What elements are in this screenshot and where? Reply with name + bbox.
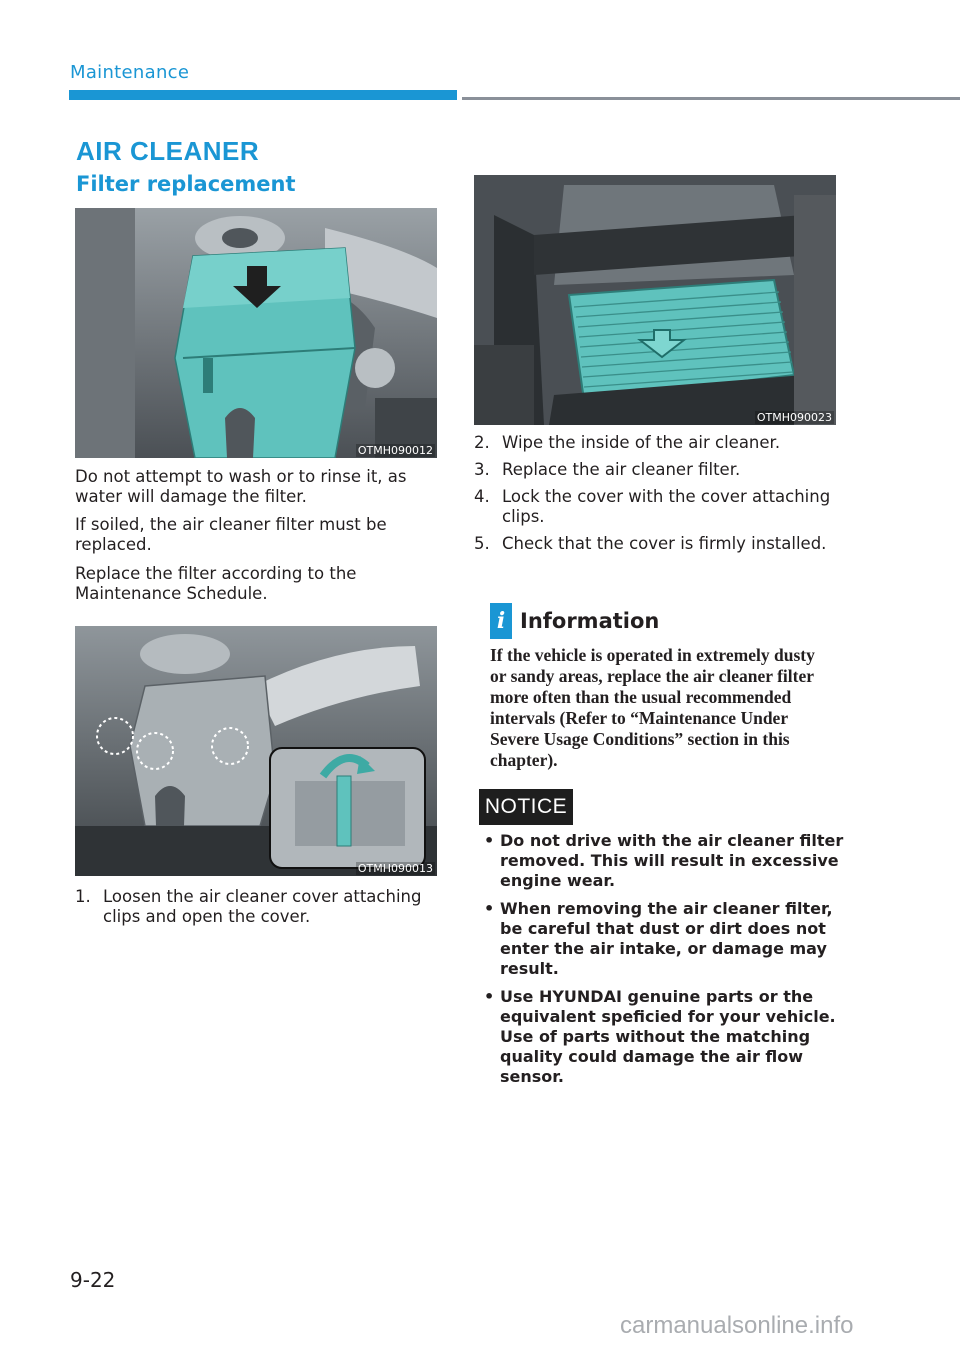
header-rule xyxy=(462,97,960,100)
bullet-icon: • xyxy=(484,899,495,918)
engine-bay-illustration-1 xyxy=(75,208,437,458)
notice-item xyxy=(484,831,845,891)
notice-item-text: Use HYUNDAI genuine parts or the equivalent speficied for your vehicle. Use of parts without the matching quality could damage the air flow sensor. xyxy=(500,987,836,1086)
information-heading xyxy=(490,603,659,639)
step-number: 1. xyxy=(75,887,91,906)
step-item xyxy=(474,433,834,453)
step-number: 5. xyxy=(474,534,490,553)
step-text: Wipe the inside of the air cleaner. xyxy=(502,433,781,452)
subsection-title: Filter replacement xyxy=(76,172,296,196)
notice-badge: NOTICE xyxy=(479,789,573,825)
header-rule-accent xyxy=(69,90,457,100)
step-text: Check that the cover is firmly installed. xyxy=(502,534,827,553)
section-title: AIR CLEANER xyxy=(76,136,260,166)
notice-item xyxy=(484,899,845,979)
step-number: 4. xyxy=(474,487,490,506)
header-section-label: Maintenance xyxy=(70,62,190,83)
information-text: If the vehicle is operated in extremely dusty or sandy areas, replace the air cleaner filter more often than the usual recommended intervals (Refer to “Maintenance Under Severe Usage Conditions” section in this chapter). xyxy=(490,645,815,770)
step-item xyxy=(75,887,440,927)
step-item xyxy=(474,487,834,527)
notice-item-text: Do not drive with the air cleaner filter removed. This will result in excessive engine wear. xyxy=(500,831,844,890)
engine-bay-illustration-2 xyxy=(75,626,437,876)
bullet-icon: • xyxy=(484,987,495,1006)
steps-list-left xyxy=(75,887,440,934)
figure-filter-element xyxy=(474,175,836,425)
step-item xyxy=(474,534,834,554)
step-number: 3. xyxy=(474,460,490,479)
step-item xyxy=(474,460,834,480)
paragraph-soiled: If soiled, the air cleaner filter must be replaced. xyxy=(75,515,387,554)
paragraph-no-wash: Do not attempt to wash or to rinse it, as water will damage the filter. xyxy=(75,467,407,506)
step-text: Loosen the air cleaner cover attaching clips and open the cover. xyxy=(103,887,422,926)
step-text: Replace the air cleaner filter. xyxy=(502,460,741,479)
figure-airbox-cover xyxy=(75,208,437,458)
bullet-icon: • xyxy=(484,831,495,850)
information-label: Information xyxy=(520,609,660,633)
page-number: 9-22 xyxy=(70,1268,116,1292)
watermark: carmanualsonline.info xyxy=(620,1312,854,1339)
notice-item xyxy=(484,987,845,1087)
step-number: 2. xyxy=(474,433,490,452)
figure-code: OTMH090023 xyxy=(756,411,832,424)
steps-list-right xyxy=(474,433,834,561)
notice-item-text: When removing the air cleaner filter, be careful that dust or dirt does not enter the air intake, or damage may result. xyxy=(500,899,833,978)
figure-cover-clips xyxy=(75,626,437,876)
notice-list xyxy=(484,831,845,1095)
step-text: Lock the cover with the cover attaching clips. xyxy=(502,487,831,526)
figure-code: OTMH090012 xyxy=(357,444,433,457)
paragraph-schedule: Replace the filter according to the Maintenance Schedule. xyxy=(75,564,357,603)
figure-code: OTMH090013 xyxy=(357,862,433,875)
engine-bay-illustration-3 xyxy=(474,175,836,425)
info-icon: i xyxy=(490,603,512,639)
